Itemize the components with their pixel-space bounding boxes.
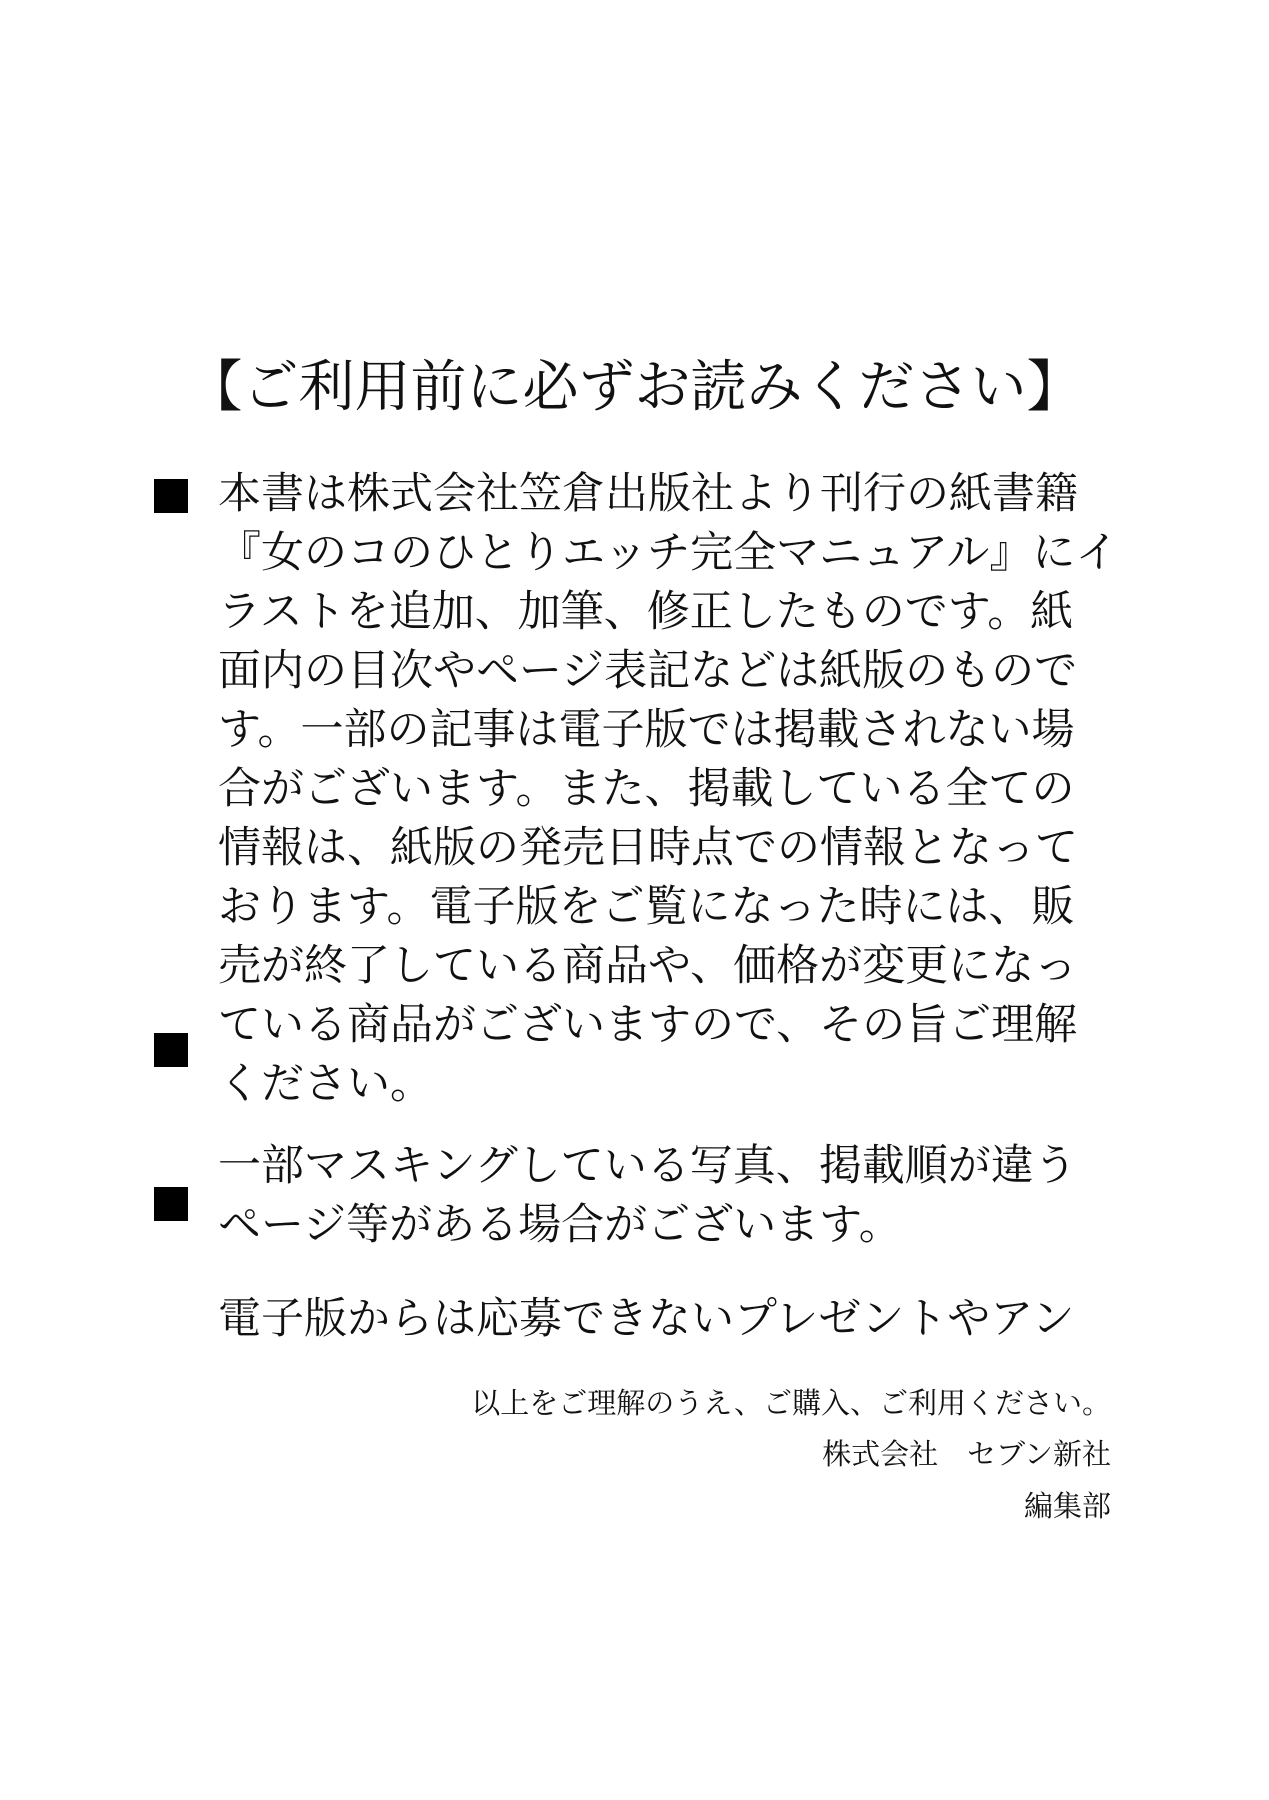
bullet-square-icon [154, 1033, 188, 1067]
notice-1-line-1: 本書は株式会社笠倉出版社より刊行の紙書籍 [218, 469, 1078, 519]
notice-1-line-2: 『女のコのひとりエッチ完全マニュアル』にイ [218, 528, 1119, 578]
bullet-square-icon [154, 1187, 188, 1221]
bullet-square-icon [154, 479, 188, 513]
notice-1-line-9: 売が終了している商品や、価格が変更になっ [218, 941, 1078, 991]
notice-1-line-11: ください。 [218, 1059, 433, 1109]
notice-1-line-5: す。一部の記事は電子版では掲載されない場 [218, 705, 1075, 755]
notice-1-line-10: ている商品がございますので、その旨ご理解 [218, 1000, 1078, 1050]
notice-1-line-6: 合がございます。また、掲載している全ての [218, 764, 1075, 814]
closing-company: 株式会社 セブン新社 [822, 1437, 1111, 1471]
notice-2-line-2: ページ等がある場合がございます。 [218, 1200, 902, 1250]
closing-message: 以上をご理解のうえ、ご購入、ご利用ください。 [471, 1386, 1111, 1420]
closing-department: 編集部 [1023, 1489, 1111, 1523]
notice-1-line-7: 情報は、紙版の発売日時点での情報となって [218, 823, 1078, 873]
notice-3-line-1: 電子版からは応募できないプレゼントやアン [218, 1294, 1075, 1344]
notice-1-line-8: おります。電子版をご覧になった時には、販 [218, 882, 1075, 932]
notice-title: 【ご利用前に必ずお読みください】 [186, 355, 1083, 420]
notice-1-line-3: ラストを追加、加筆、修正したものです。紙 [218, 587, 1074, 637]
notice-1-line-4: 面内の目次やページ表記などは紙版のもので [218, 646, 1078, 696]
notice-2-line-1: 一部マスキングしている写真、掲載順が違う [218, 1141, 1077, 1191]
